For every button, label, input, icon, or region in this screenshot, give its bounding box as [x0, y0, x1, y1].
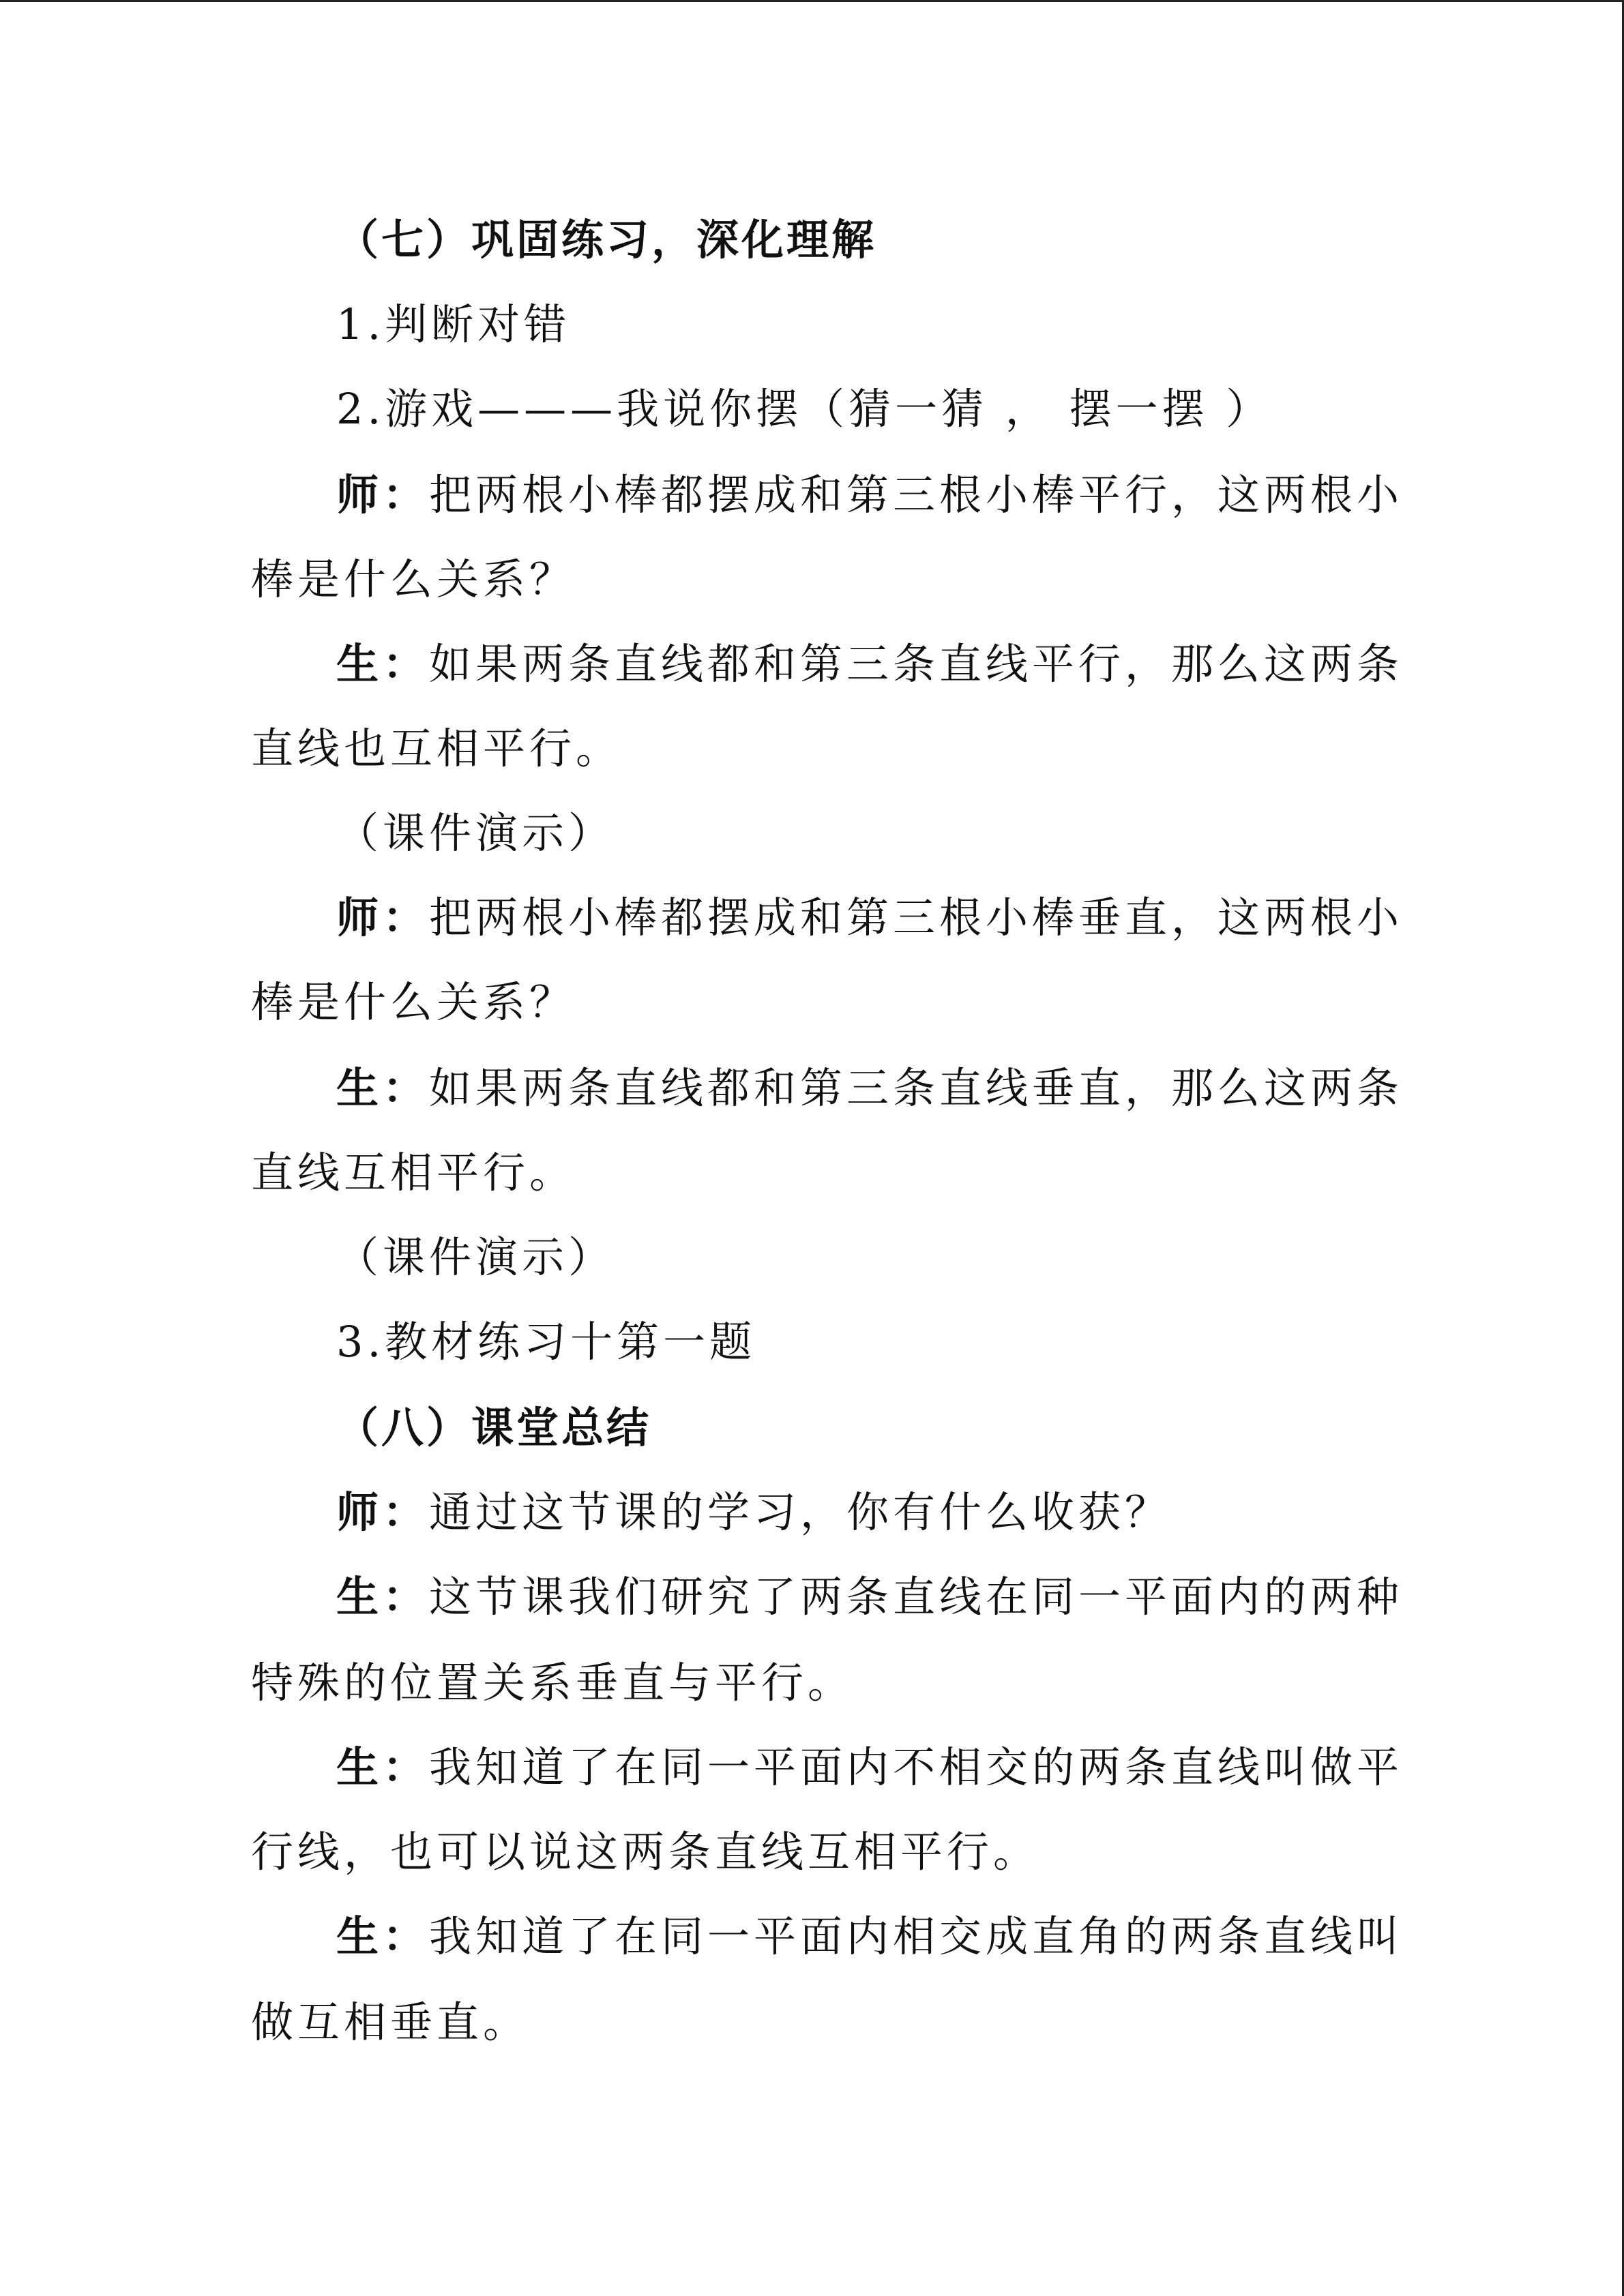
summary-student-1-line-2: 特殊的位置关系垂直与平行。 — [251, 1658, 855, 1708]
exercise-item-1: 1.判断对错 — [336, 299, 571, 349]
summary-student-2-line-1 — [336, 1740, 1403, 1795]
student-label: 生： — [336, 1572, 430, 1622]
courseware-demo-1: （课件演示） — [336, 808, 615, 858]
teacher-label: 师： — [336, 1487, 430, 1537]
summary-student-1-line-1 — [336, 1570, 1403, 1624]
section-8-heading: （八）课堂总结 — [336, 1403, 652, 1452]
summary-student-3-line-1 — [336, 1909, 1403, 1964]
teacher-label: 师： — [336, 893, 430, 942]
dialogue-text: 如果两条直线都和第三条直线平行，那么这两条 — [429, 639, 1404, 689]
dialogue-1-teacher-line-1 — [336, 468, 1403, 522]
dialogue-2-teacher-line-2: 棒是什么关系？ — [251, 977, 576, 1027]
exercise-item-3: 3.教材练习十第一题 — [336, 1317, 756, 1367]
dialogue-2-student-line-1 — [336, 1061, 1403, 1116]
exercise-item-2: 2.游戏———我说你摆（猜一猜 ， 摆一摆 ） — [336, 384, 1273, 434]
dialogue-1-teacher-line-2: 棒是什么关系？ — [251, 554, 576, 604]
dialogue-text: 通过这节课的学习，你有什么收获？ — [429, 1487, 1172, 1537]
dialogue-text: 把两根小棒都摆成和第三根小棒垂直，这两根小 — [429, 893, 1404, 942]
student-label: 生： — [336, 639, 430, 689]
teacher-label: 师： — [336, 470, 430, 520]
dialogue-text: 把两根小棒都摆成和第三根小棒平行，这两根小 — [429, 470, 1404, 520]
summary-teacher-line — [336, 1485, 1171, 1540]
courseware-demo-2: （课件演示） — [336, 1232, 615, 1282]
dialogue-text: 我知道了在同一平面内相交成直角的两条直线叫 — [429, 1911, 1404, 1961]
summary-student-3-line-2: 做互相垂直。 — [251, 1997, 530, 2047]
dialogue-text: 这节课我们研究了两条直线在同一平面内的两种 — [429, 1572, 1404, 1622]
dialogue-text: 我知道了在同一平面内不相交的两条直线叫做平 — [429, 1742, 1404, 1792]
section-7-heading: （七）巩固练习，深化理解 — [336, 215, 877, 265]
dialogue-2-student-line-2: 直线互相平行。 — [251, 1148, 576, 1197]
student-label: 生： — [336, 1742, 430, 1792]
dialogue-text: 如果两条直线都和第三条直线垂直，那么这两条 — [429, 1063, 1404, 1113]
student-label: 生： — [336, 1911, 430, 1961]
student-label: 生： — [336, 1063, 430, 1113]
dialogue-1-student-line-2: 直线也互相平行。 — [251, 724, 623, 773]
summary-student-2-line-2: 行线，也可以说这两条直线互相平行。 — [251, 1827, 1040, 1877]
dialogue-1-student-line-1 — [336, 637, 1403, 691]
dialogue-2-teacher-line-1 — [336, 891, 1403, 945]
